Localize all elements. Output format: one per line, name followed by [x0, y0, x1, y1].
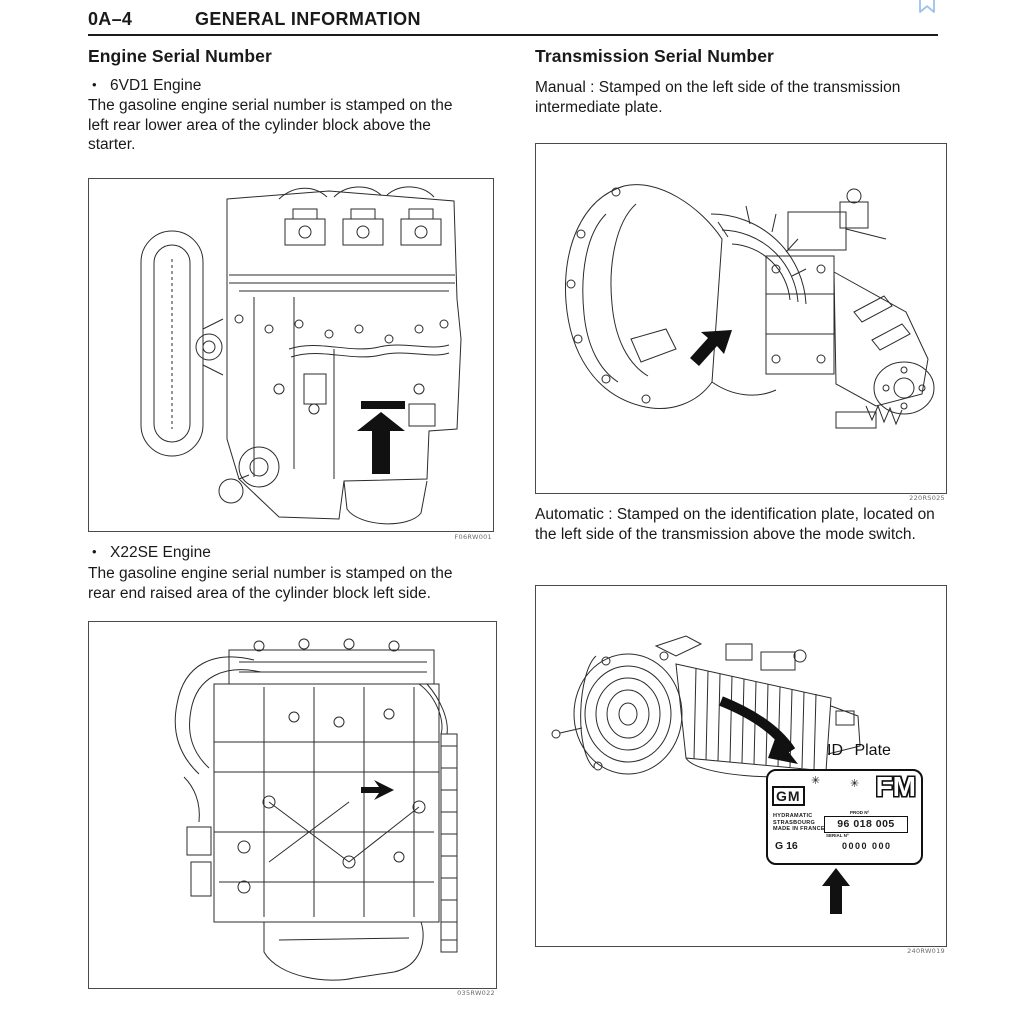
engine-6vd1-description: The gasoline engine serial number is stamped on the left rear lower area of the cylinder block above the starter.	[88, 97, 453, 153]
id-plate	[766, 769, 923, 865]
engine-item-x22se	[92, 544, 211, 562]
serial-location-arrow	[690, 330, 732, 366]
figure-automatic-transmission	[535, 585, 947, 947]
engine-item-6vd1	[92, 77, 201, 95]
figure-code: 220RS025	[909, 494, 945, 502]
engine-section-title: Engine Serial Number	[88, 46, 272, 66]
fm-logo: FM	[875, 771, 916, 802]
page-title: GENERAL INFORMATION	[195, 9, 421, 29]
bookmark-icon[interactable]	[917, 0, 937, 16]
figure-code: 035RW022	[457, 989, 495, 997]
engine-6vd1-drawing	[89, 179, 493, 531]
figure-6vd1-engine	[88, 178, 494, 532]
transmission-automatic-description: Automatic : Stamped on the identification plate, located on the left side of the transmission above the mode switch.	[535, 506, 935, 543]
bullet-icon: •	[92, 77, 97, 92]
engine-item-6vd1-label: 6VD1 Engine	[110, 77, 202, 94]
manual-transmission-drawing	[536, 144, 946, 493]
figure-code: F06RW001	[454, 533, 492, 541]
prod-number: 96 018 005	[824, 816, 908, 833]
bullet-icon: •	[92, 544, 97, 559]
figure-x22se-engine	[88, 621, 497, 989]
engine-x22se-description: The gasoline engine serial number is stamped on the rear end raised area of the cylinder block left side.	[88, 565, 453, 602]
page-number: 0A–4	[88, 9, 133, 29]
serial-location-arrow	[361, 780, 394, 800]
flower-icon: ✳	[811, 774, 821, 787]
flower-icon: ✳	[850, 777, 860, 790]
gm-logo: GM	[772, 786, 805, 806]
automatic-transmission-drawing	[536, 586, 946, 946]
engine-x22se-drawing	[89, 622, 496, 988]
transmission-section-title: Transmission Serial Number	[535, 46, 774, 66]
engine-item-x22se-label: X22SE Engine	[110, 544, 211, 561]
header-divider	[88, 34, 938, 36]
id-plate-label: ID Plate	[827, 742, 891, 759]
serial-location-arrow	[357, 412, 405, 474]
serial-number: 0000 000	[842, 841, 892, 851]
figure-manual-transmission	[535, 143, 947, 494]
factory-text: HYDRAMATIC STRASBOURG MADE IN FRANCE	[773, 813, 825, 832]
transmission-manual-description: Manual : Stamped on the left side of the transmission intermediate plate.	[535, 79, 901, 116]
model-code: G 16	[775, 840, 798, 852]
serial-no-label: SERIAL Nº	[826, 833, 849, 838]
serial-location-bar	[361, 401, 405, 409]
prod-no-label: PROD Nº	[850, 810, 870, 815]
figure-code: 240RW019	[907, 947, 945, 955]
plate-location-arrow	[822, 868, 850, 914]
